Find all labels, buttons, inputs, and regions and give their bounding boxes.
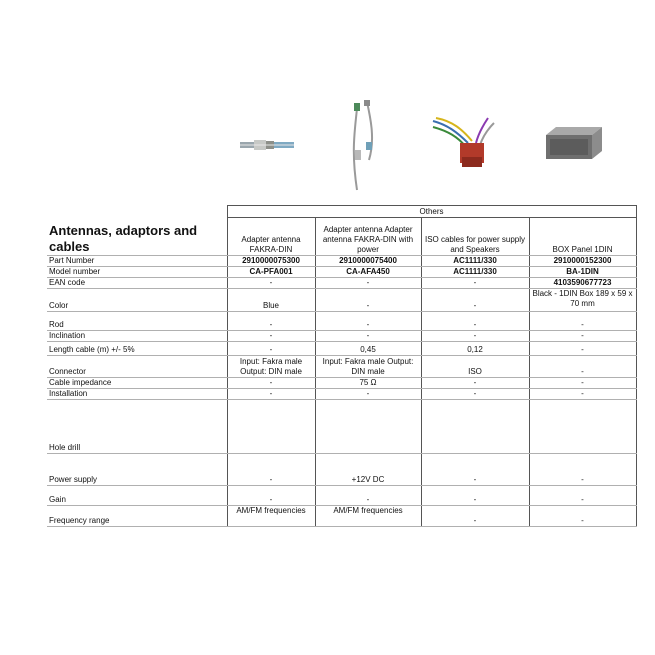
cell-value: AC1111/330	[421, 267, 529, 278]
table-row	[47, 486, 636, 506]
cell-value: -	[529, 342, 636, 356]
cell-value: +12V DC	[315, 454, 421, 486]
table-row	[47, 278, 636, 289]
column-header: BOX Panel 1DIN	[529, 218, 636, 256]
cell-value: -	[421, 289, 529, 312]
cell-value: Black - 1DIN Box 189 x 59 x 70 mm	[529, 289, 636, 312]
cell-value: -	[227, 331, 315, 342]
row-label: Rod	[47, 312, 227, 331]
cell-value: -	[227, 342, 315, 356]
cell-value: 2910000152300	[529, 256, 636, 267]
cell-value: -	[315, 389, 421, 400]
cell-value: -	[529, 389, 636, 400]
cell-value: AC1111/330	[421, 256, 529, 267]
cell-value: -	[529, 331, 636, 342]
product-images	[0, 95, 655, 205]
table-row	[47, 312, 636, 331]
cell-value: CA-PFA001	[227, 267, 315, 278]
table-row	[47, 356, 636, 378]
cell-value: -	[421, 506, 529, 527]
cell-value: -	[227, 378, 315, 389]
cell-value: 4103590677723	[529, 278, 636, 289]
cell-value: -	[315, 312, 421, 331]
row-label: Length cable (m) +/- 5%	[47, 342, 227, 356]
column-header: Adapter antenna FAKRA-DIN	[227, 218, 315, 256]
cell-value: -	[529, 486, 636, 506]
spec-table	[47, 205, 637, 527]
cell-value: -	[421, 278, 529, 289]
column-header-row	[47, 218, 636, 256]
cell-value	[227, 400, 315, 454]
cell-value: Input: Fakra male Output: DIN male	[227, 356, 315, 378]
table-row	[47, 342, 636, 356]
row-label: Frequency range	[47, 506, 227, 527]
cell-value: -	[421, 389, 529, 400]
blank-cell	[47, 206, 227, 218]
cell-value: CA-AFA450	[315, 267, 421, 278]
row-label: Model number	[47, 267, 227, 278]
table-row	[47, 331, 636, 342]
row-label: Inclination	[47, 331, 227, 342]
row-label: EAN code	[47, 278, 227, 289]
table-heading: Antennas, adaptors and cables	[47, 218, 227, 256]
cell-value: -	[315, 278, 421, 289]
row-label: Cable impedance	[47, 378, 227, 389]
cell-value: -	[227, 454, 315, 486]
row-label: Gain	[47, 486, 227, 506]
row-label: Part Number	[47, 256, 227, 267]
iso-cable-image	[428, 113, 498, 173]
cell-value: -	[529, 378, 636, 389]
cell-value: 75 Ω	[315, 378, 421, 389]
cell-value: AM/FM frequencies	[227, 506, 315, 527]
table-row	[47, 267, 636, 278]
cell-value: BA-1DIN	[529, 267, 636, 278]
cell-value: -	[227, 278, 315, 289]
table-row	[47, 389, 636, 400]
cell-value: -	[315, 486, 421, 506]
row-label: Power supply	[47, 454, 227, 486]
table-row	[47, 400, 636, 454]
cell-value: -	[315, 331, 421, 342]
row-label: Connector	[47, 356, 227, 378]
section-title: Others	[227, 206, 636, 218]
column-header: Adapter antenna Adapter antenna FAKRA-DIN with power	[315, 218, 421, 256]
cell-value: 2910000075300	[227, 256, 315, 267]
table-row	[47, 289, 636, 312]
row-label: Color	[47, 289, 227, 312]
row-label: Installation	[47, 389, 227, 400]
table-row	[47, 454, 636, 486]
cell-value: ISO	[421, 356, 529, 378]
cell-value: Blue	[227, 289, 315, 312]
cell-value: Input: Fakra male Output: DIN male	[315, 356, 421, 378]
table-row	[47, 378, 636, 389]
fakra-din-power-adapter-image	[345, 100, 390, 200]
cell-value	[421, 400, 529, 454]
cell-value: 0,45	[315, 342, 421, 356]
table-row	[47, 506, 636, 527]
cell-value: -	[227, 312, 315, 331]
cell-value: -	[529, 454, 636, 486]
cell-value: 0,12	[421, 342, 529, 356]
cell-value	[529, 400, 636, 454]
cell-value: -	[421, 378, 529, 389]
cell-value: AM/FM frequencies	[315, 506, 421, 527]
fakra-din-adapter-image	[238, 135, 298, 155]
cell-value: -	[421, 454, 529, 486]
cell-value	[315, 400, 421, 454]
cell-value: -	[421, 312, 529, 331]
section-header-row	[47, 206, 636, 218]
row-label: Hole drill	[47, 400, 227, 454]
cell-value: -	[227, 389, 315, 400]
cell-value: -	[227, 486, 315, 506]
table-row	[47, 256, 636, 267]
box-panel-1din-image	[542, 125, 604, 161]
cell-value: -	[529, 312, 636, 331]
cell-value: -	[315, 289, 421, 312]
cell-value: 2910000075400	[315, 256, 421, 267]
cell-value: -	[421, 486, 529, 506]
cell-value: -	[421, 331, 529, 342]
cell-value: -	[529, 506, 636, 527]
cell-value: -	[529, 356, 636, 378]
column-header: ISO cables for power supply and Speakers	[421, 218, 529, 256]
